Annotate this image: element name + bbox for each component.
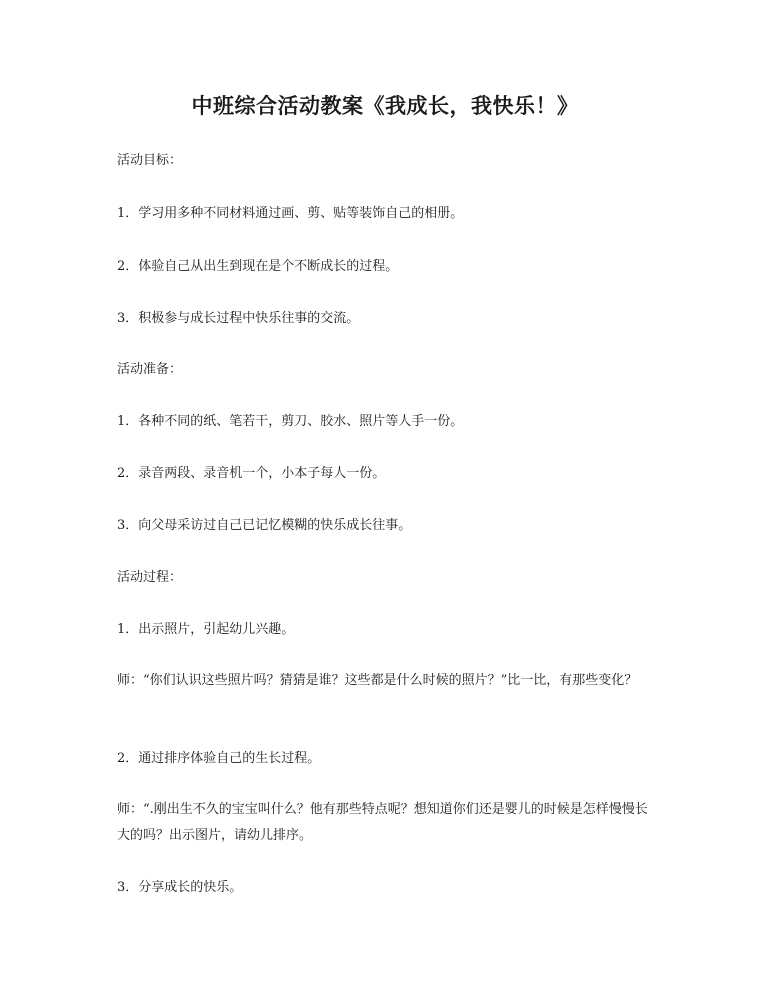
paragraph: 2．录音两段、录音机一个，小本子每人一份。 [117,466,386,481]
paragraph: 2．通过排序体验自己的生长过程。 [117,751,321,766]
paragraph: 1．学习用多种不同材料通过画、剪、贴等装饰自己的相册。 [117,206,464,221]
paragraph: 师：“.刚出生不久的宝宝叫什么？他有那些特点呢？想知道你们还是婴儿的时候是怎样慢慢长大的吗？出示图片，请幼儿排序。 [117,802,648,843]
paragraph: 3．分享成长的快乐。 [117,880,243,895]
paragraph: 3．积极参与成长过程中快乐往事的交流。 [117,311,360,326]
paragraph: 3．向父母采访过自己已记忆模糊的快乐成长往事。 [117,518,412,533]
paragraph: 1．出示照片，引起幼儿兴趣。 [117,622,295,637]
paragraph: 2．体验自己从出生到现在是个不断成长的过程。 [117,259,399,274]
section-heading-preparation: 活动准备： [117,362,183,377]
paragraph: 师：“你们认识这些照片吗？猜猜是谁？这些都是什么时候的照片？”比一比，有那些变化？ [117,673,638,688]
paragraph: 1．各种不同的纸、笔若干，剪刀、胶水、照片等人手一份。 [117,414,464,429]
section-heading-process: 活动过程： [117,570,183,585]
document-title: 中班综合活动教案《我成长，我快乐！》 [191,93,579,118]
section-heading-goals: 活动目标： [117,153,183,168]
